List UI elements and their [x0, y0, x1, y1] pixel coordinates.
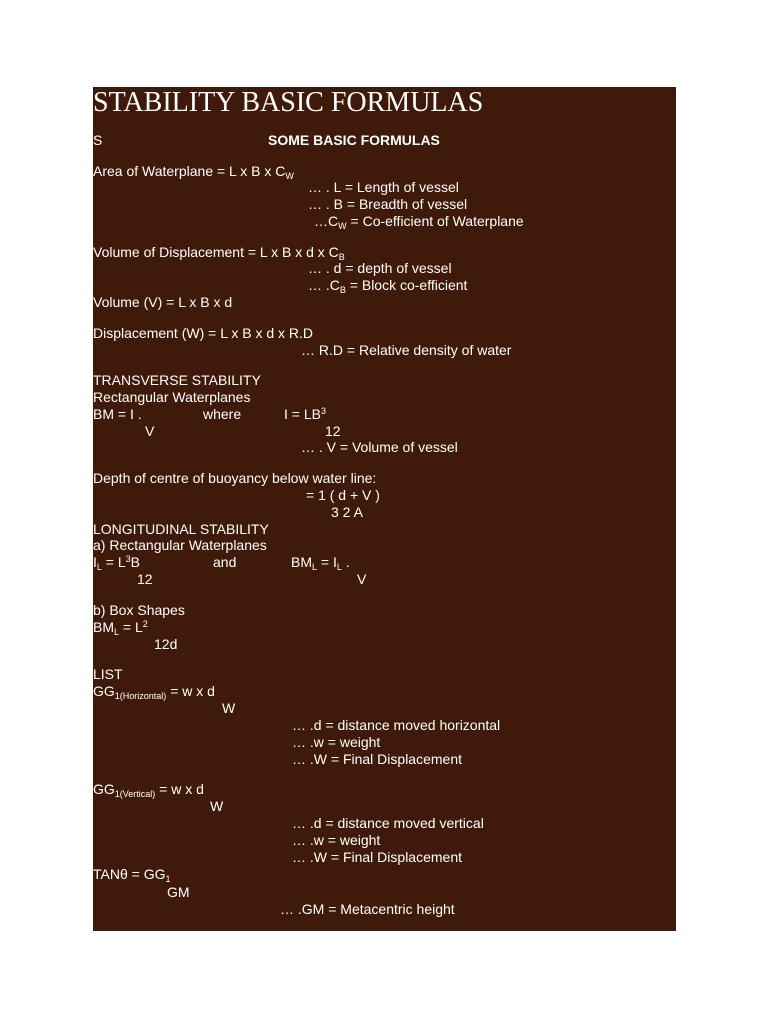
bm-where-label: where — [203, 406, 242, 422]
section-heading: SOME BASIC FORMULAS — [268, 132, 440, 148]
area-note-breadth: … . B = Breadth of vessel — [308, 196, 468, 212]
gg-horizontal-formula: $GG_{1(Horizontal)} = w$ x d — [93, 683, 215, 701]
formula-page — [93, 87, 676, 931]
bml-formula: $BM_L = I_L$ . — [291, 554, 350, 572]
area-note-coefficient: $\dots C_W$ = Co-efficient of Waterplane — [314, 213, 524, 231]
gg-vertical-formula: $GG_{1(Vertical)} = w$ x d — [93, 781, 204, 799]
bm-note-volume: … . V = Volume of vessel — [301, 439, 458, 455]
gg-horizontal-note-distance: … .d = distance moved horizontal — [292, 717, 501, 733]
bml-denominator: V — [357, 571, 367, 587]
list-heading: LIST — [93, 666, 123, 682]
il-formula: $I_L = L^3B$ — [93, 554, 141, 572]
area-waterplane-formula: Area of Waterplane = L x B x $C_W$ — [93, 163, 294, 181]
gg-vertical-note-displacement: … .W = Final Displacement — [292, 849, 462, 865]
centre-buoyancy-label: Depth of centre of buoyancy below water line: — [93, 470, 377, 486]
box-shapes-label: b) Box Shapes — [93, 602, 185, 618]
vd-note-block-coefficient: … $.C_B$ = Block co-efficient — [308, 277, 468, 295]
volume-displacement-formula: Volume of Displacement = L x B x d x $C_B$ — [93, 244, 345, 262]
displacement-note: … R.D = Relative density of water — [301, 342, 512, 358]
stray-s: S — [93, 132, 103, 148]
gg-horizontal-note-displacement: … .W = Final Displacement — [292, 751, 462, 767]
area-note-length: … . L = Length of vessel — [308, 179, 459, 195]
centre-buoyancy-denominators: 3 2 A — [331, 504, 363, 520]
tan-theta-denominator: GM — [167, 884, 190, 900]
inertia-formula: $I = LB^3$ — [284, 406, 326, 422]
rectangular-waterplanes-label: Rectangular Waterplanes — [93, 389, 251, 405]
bm-formula-denominator: V — [145, 423, 155, 439]
gg-vertical-denominator: W — [210, 798, 224, 814]
vd-note-depth: … . d = depth of vessel — [308, 260, 452, 276]
tan-theta-note-gm: … .GM = Metacentric height — [280, 901, 455, 917]
longitudinal-stability-heading: LONGITUDINAL STABILITY — [93, 521, 269, 537]
page-title: STABILITY BASIC FORMULAS — [93, 87, 484, 118]
gg-horizontal-note-weight: … .w = weight — [292, 734, 381, 750]
gg-vertical-note-distance: … .d = distance moved vertical — [292, 815, 484, 831]
transverse-stability-heading: TRANSVERSE STABILITY — [93, 372, 261, 388]
and-label: and — [213, 554, 237, 570]
gg-horizontal-denominator: W — [222, 700, 236, 716]
bm-formula-numerator: BM = I . — [93, 406, 142, 422]
longitudinal-rect-waterplanes-label: a) Rectangular Waterplanes — [93, 537, 267, 553]
box-bml-formula: $BM_L = L^2$ — [93, 619, 148, 637]
volume-formula: Volume (V) = L x B x d — [93, 294, 233, 310]
gg-vertical-note-weight: … .w = weight — [292, 832, 381, 848]
tan-theta-formula: $TAN\theta = GG_1$ — [93, 866, 171, 884]
displacement-formula: Displacement (W) = L x B x d x R.D — [93, 325, 314, 341]
il-denominator: 12 — [137, 571, 153, 587]
inertia-denominator: 12 — [325, 423, 341, 439]
box-bml-denominator: 12d — [154, 636, 178, 652]
centre-buoyancy-formula: = 1 ( d + V ) — [306, 487, 380, 503]
